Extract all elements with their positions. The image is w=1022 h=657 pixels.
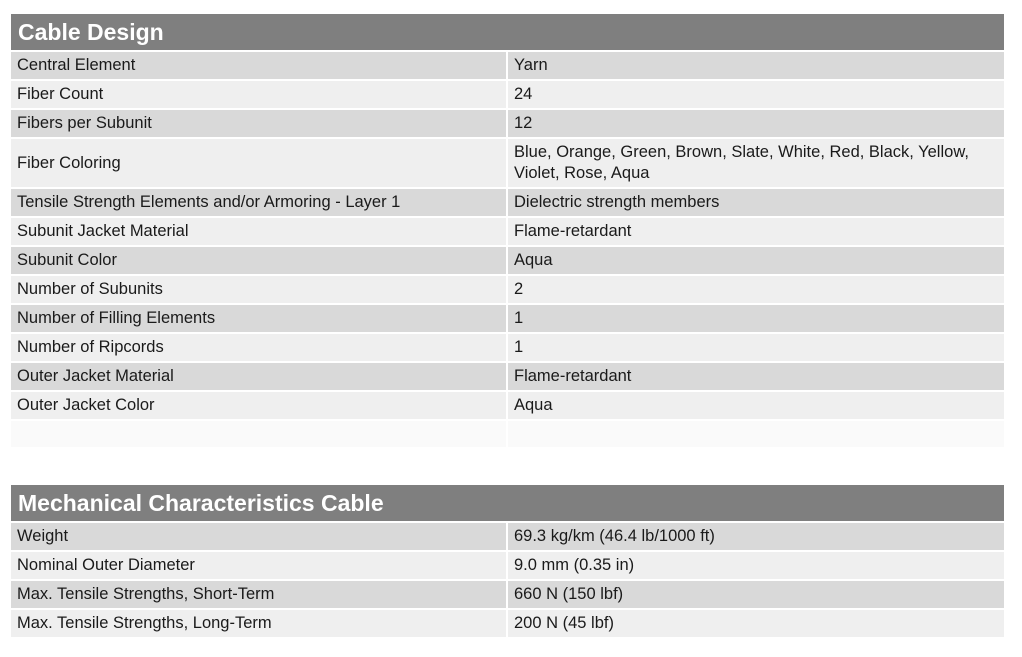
row-value: Blue, Orange, Green, Brown, Slate, White, Red, Black, Yellow, Violet, Rose, Aqua bbox=[508, 139, 1004, 187]
row-value: 1 bbox=[508, 305, 1004, 332]
table-row bbox=[11, 610, 1004, 637]
row-label: Max. Tensile Strengths, Short-Term bbox=[11, 581, 506, 608]
row-label: Central Element bbox=[11, 52, 506, 79]
row-value: Aqua bbox=[508, 392, 1004, 419]
row-label: Subunit Jacket Material bbox=[11, 218, 506, 245]
section-title: Cable Design bbox=[11, 14, 1004, 50]
row-value: 69.3 kg/km (46.4 lb/1000 ft) bbox=[508, 523, 1004, 550]
table-row bbox=[11, 189, 1004, 216]
table-row bbox=[11, 581, 1004, 608]
table-row bbox=[11, 523, 1004, 550]
row-label: Subunit Color bbox=[11, 247, 506, 274]
row-label: Tensile Strength Elements and/or Armoring - Layer 1 bbox=[11, 189, 506, 216]
row-value: 24 bbox=[508, 81, 1004, 108]
table-row bbox=[11, 363, 1004, 390]
table-row bbox=[11, 392, 1004, 419]
row-label: Nominal Outer Diameter bbox=[11, 552, 506, 579]
cable-design-section bbox=[11, 14, 1004, 449]
row-value: Aqua bbox=[508, 247, 1004, 274]
table-row bbox=[11, 247, 1004, 274]
table-row bbox=[11, 81, 1004, 108]
row-label: Fiber Count bbox=[11, 81, 506, 108]
section-title: Mechanical Characteristics Cable bbox=[11, 485, 1004, 521]
row-label: Max. Tensile Strengths, Long-Term bbox=[11, 610, 506, 637]
row-value: Flame-retardant bbox=[508, 218, 1004, 245]
row-value: 9.0 mm (0.35 in) bbox=[508, 552, 1004, 579]
row-label: Fibers per Subunit bbox=[11, 110, 506, 137]
row-value: 200 N (45 lbf) bbox=[508, 610, 1004, 637]
mechanical-characteristics-section bbox=[11, 485, 1004, 639]
row-label: Outer Jacket Material bbox=[11, 363, 506, 390]
table-row bbox=[11, 305, 1004, 332]
row-value-empty bbox=[508, 421, 1004, 447]
row-label: Number of Filling Elements bbox=[11, 305, 506, 332]
row-label: Fiber Coloring bbox=[11, 139, 506, 187]
row-value: 660 N (150 lbf) bbox=[508, 581, 1004, 608]
table-row bbox=[11, 139, 1004, 187]
row-label: Number of Ripcords bbox=[11, 334, 506, 361]
spec-table bbox=[11, 52, 1004, 447]
row-label-empty bbox=[11, 421, 506, 447]
table-row bbox=[11, 52, 1004, 79]
table-row bbox=[11, 218, 1004, 245]
row-value: Yarn bbox=[508, 52, 1004, 79]
table-row bbox=[11, 334, 1004, 361]
row-value: 2 bbox=[508, 276, 1004, 303]
table-row bbox=[11, 552, 1004, 579]
row-value: 12 bbox=[508, 110, 1004, 137]
table-row bbox=[11, 276, 1004, 303]
row-value: Dielectric strength members bbox=[508, 189, 1004, 216]
row-label: Outer Jacket Color bbox=[11, 392, 506, 419]
row-label: Number of Subunits bbox=[11, 276, 506, 303]
spec-table bbox=[11, 523, 1004, 637]
table-row bbox=[11, 110, 1004, 137]
row-value: 1 bbox=[508, 334, 1004, 361]
table-row-empty bbox=[11, 421, 1004, 447]
row-label: Weight bbox=[11, 523, 506, 550]
row-value: Flame-retardant bbox=[508, 363, 1004, 390]
